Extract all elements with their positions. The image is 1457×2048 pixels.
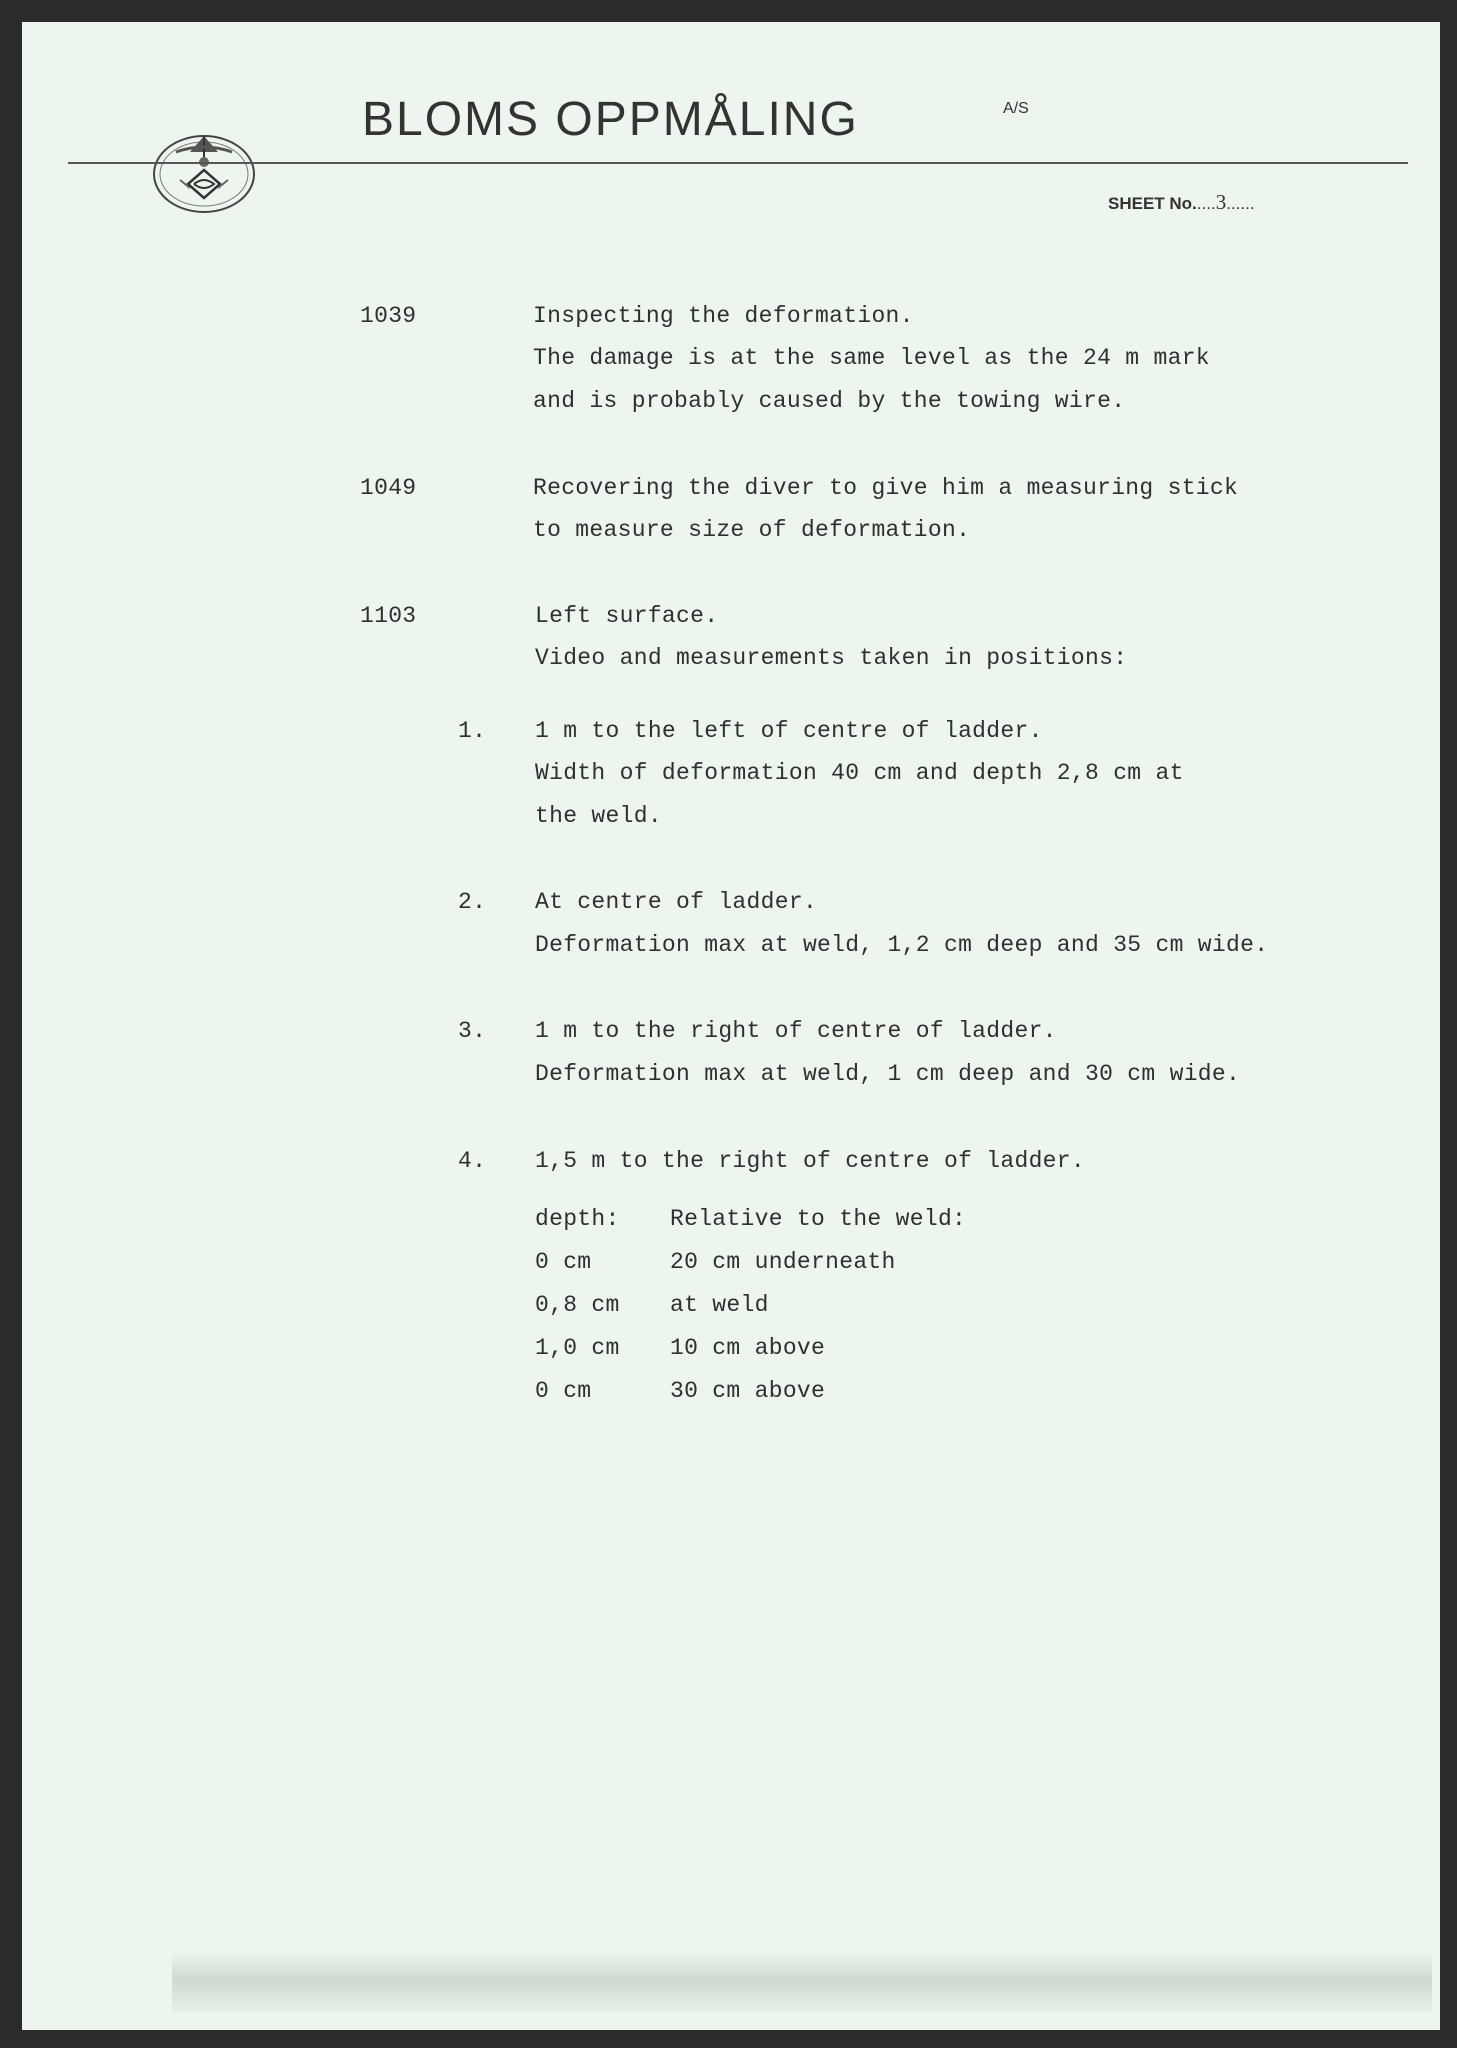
entry-time: 1039 [360,303,417,329]
position-line: the weld. [535,803,662,829]
entry-line: Video and measurements taken in positions: [535,645,1128,671]
depth-table-cell: 0 cm [535,1378,592,1404]
company-logo-seal [150,122,258,222]
position-line: 1 m to the left of centre of ladder. [535,718,1043,744]
depth-table-cell: 0,8 cm [535,1292,620,1318]
depth-table-cell: 10 cm above [670,1335,826,1361]
document-sheet [22,22,1440,2030]
entry-line: to measure size of deformation. [533,517,971,543]
position-line: 1 m to the right of centre of ladder. [535,1018,1057,1044]
depth-table-cell: 20 cm underneath [670,1249,896,1275]
entry-line: Inspecting the deformation. [533,303,914,329]
entry-line: Recovering the diver to give him a measuring stick [533,475,1239,501]
depth-table-header-depth: depth: [535,1206,620,1232]
depth-table-header-relative: Relative to the weld: [670,1206,967,1232]
depth-table-cell: 30 cm above [670,1378,826,1404]
entry-line: The damage is at the same level as the 24 m mark [533,345,1210,371]
entry-time: 1049 [360,475,417,501]
entry-line: Left surface. [535,603,719,629]
depth-table-cell: 1,0 cm [535,1335,620,1361]
position-line: Deformation max at weld, 1 cm deep and 30 cm wide. [535,1061,1241,1087]
sheet-number-leader-after: ...... [1226,194,1255,213]
company-name: BLOMS OPPMÅLING [362,93,859,146]
position-number: 4. [458,1148,487,1174]
position-line: Deformation max at weld, 1,2 cm deep and 35 cm wide. [535,932,1269,958]
position-line: Width of deformation 40 cm and depth 2,8 cm at [535,760,1184,786]
position-line: At centre of ladder. [535,889,818,915]
scan-smudge [172,1952,1432,2012]
sheet-number-value: 3 [1215,190,1227,214]
position-number: 2. [458,889,487,915]
sheet-number-label: SHEET No. [1108,194,1197,213]
company-suffix: A/S [1003,100,1029,117]
depth-table-cell: at weld [670,1292,769,1318]
entry-line: and is probably caused by the towing wire. [533,388,1126,414]
position-line: 1,5 m to the right of centre of ladder. [535,1148,1085,1174]
depth-table-cell: 0 cm [535,1249,592,1275]
position-number: 3. [458,1018,487,1044]
sheet-number-field [1108,190,1255,215]
entry-time: 1103 [360,603,417,629]
header-divider [68,162,1408,164]
position-number: 1. [458,718,487,744]
sheet-number-leader-before: .... [1196,194,1216,213]
